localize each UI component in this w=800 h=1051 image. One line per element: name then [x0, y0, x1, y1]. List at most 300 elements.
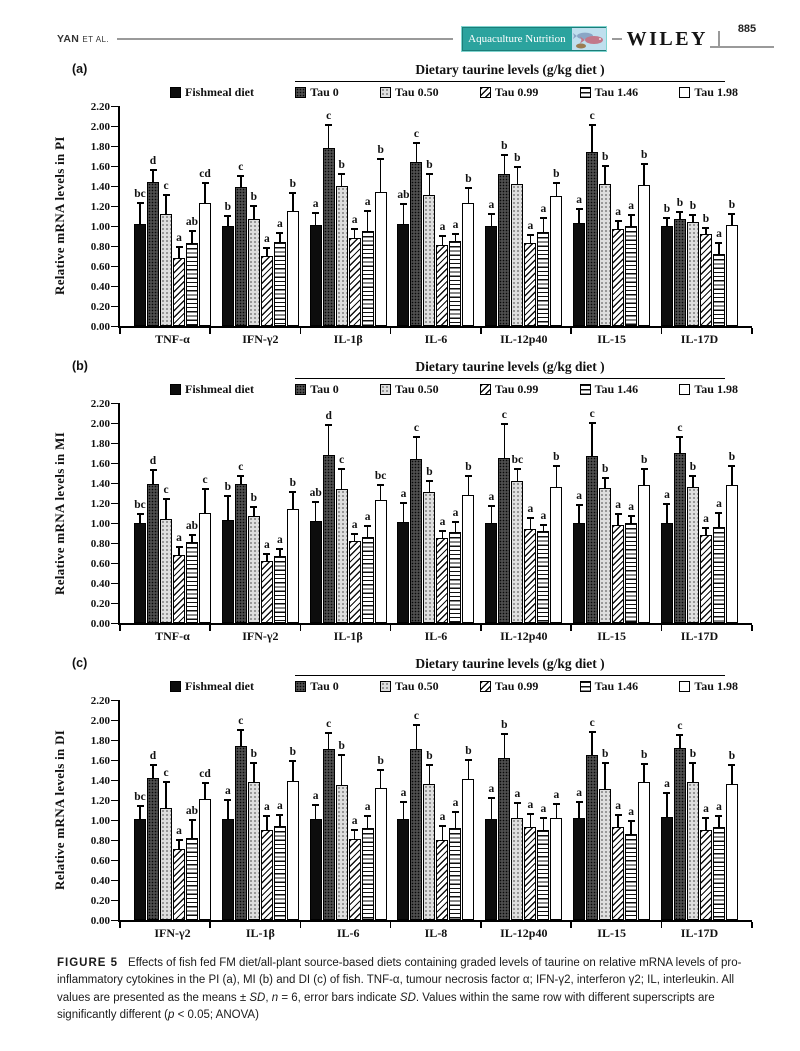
bar: [524, 106, 536, 326]
x-category-label: IL-1β: [333, 629, 363, 643]
bar-rect: [310, 819, 322, 920]
bar-rect: [713, 827, 725, 920]
x-tick-mark: [480, 625, 482, 631]
error-bar: [191, 819, 193, 838]
bar: [199, 403, 211, 623]
legend-item: [295, 85, 339, 100]
bar-rect: [511, 184, 523, 326]
bar: [349, 700, 361, 920]
bar-rect: [222, 226, 234, 326]
y-tick-mark: [111, 700, 118, 702]
error-bar: [139, 202, 141, 224]
significance-letter: c: [339, 453, 345, 466]
error-bar: [731, 465, 733, 485]
significance-letter: a: [553, 788, 560, 801]
significance-letter: b: [377, 754, 384, 767]
bar-rect: [349, 238, 361, 326]
bar-rect: [449, 828, 461, 920]
x-tick-mark: [209, 625, 211, 631]
x-axis-labels: [120, 922, 752, 941]
bar: [222, 700, 234, 920]
significance-letter: b: [640, 453, 648, 466]
y-tick-mark: [111, 860, 118, 862]
bar: [687, 700, 699, 920]
bar: [726, 403, 738, 623]
significance-letter: c: [677, 421, 683, 434]
bar-rect: [485, 819, 497, 920]
y-tick-mark: [111, 286, 118, 288]
bar-rect: [235, 187, 247, 326]
bar-rect: [336, 489, 348, 623]
x-tick-mark: [119, 328, 121, 334]
bar: [625, 700, 637, 920]
bar-rect: [375, 500, 387, 623]
error-bar: [429, 764, 431, 784]
error-bar: [354, 829, 356, 839]
bar: [713, 700, 725, 920]
bar: [147, 106, 159, 326]
legend-swatch: [580, 681, 591, 692]
bar-rect: [625, 226, 637, 326]
bar: [336, 403, 348, 623]
bar-rect: [550, 196, 562, 326]
error-bar: [328, 124, 330, 148]
y-tick-mark: [111, 266, 118, 268]
bar-rect: [410, 459, 422, 623]
bar-rect: [248, 516, 260, 623]
bar: [349, 106, 361, 326]
significance-letter: b: [289, 745, 297, 758]
y-tick-label: 1.60: [90, 755, 110, 767]
error-bar: [442, 825, 444, 840]
error-bar: [380, 484, 382, 500]
error-bar: [491, 797, 493, 819]
legend-item: [170, 85, 254, 100]
y-tick-label: 1.40: [90, 775, 110, 787]
x-axis-labels: [120, 328, 752, 347]
bar-rect: [310, 521, 322, 623]
significance-letter: cd: [199, 767, 211, 780]
significance-letter: c: [413, 127, 420, 140]
legend-swatch: [679, 681, 690, 692]
legend-swatch: [580, 87, 591, 98]
bar-rect: [625, 834, 637, 920]
bar-rect: [375, 192, 387, 326]
bar: [336, 106, 348, 326]
significance-letter: b: [601, 462, 609, 475]
significance-letter: a: [716, 227, 722, 240]
bar-group: [134, 700, 211, 920]
x-tick-mark: [209, 922, 211, 928]
bar: [362, 403, 374, 623]
y-axis-title: Relative mRNA levels in PI: [52, 136, 67, 296]
y-tick-mark: [111, 760, 118, 762]
bar-rect: [638, 485, 650, 623]
plot-area: [118, 106, 752, 328]
x-tick-mark: [570, 922, 572, 928]
bar-rect: [485, 226, 497, 326]
y-tick-label: 1.20: [90, 201, 110, 213]
error-bar: [617, 814, 619, 827]
y-tick-label: 0.40: [90, 875, 110, 887]
significance-letter: a: [452, 796, 459, 809]
error-bar: [253, 506, 255, 516]
error-bar: [367, 815, 369, 828]
bar: [700, 700, 712, 920]
error-bar: [442, 530, 444, 538]
y-tick-mark: [111, 603, 118, 605]
y-tick-label: 0.60: [90, 558, 110, 570]
error-bar: [617, 220, 619, 229]
bar: [186, 403, 198, 623]
error-bar: [731, 213, 733, 225]
error-bar: [139, 805, 141, 819]
error-bar: [556, 465, 558, 487]
error-bar: [429, 173, 431, 195]
bar: [599, 106, 611, 326]
significance-letter: a: [488, 782, 495, 795]
error-bar: [578, 208, 580, 223]
x-tick-mark: [480, 922, 482, 928]
bar: [349, 403, 361, 623]
bar-rect: [726, 485, 738, 623]
error-bar: [292, 760, 294, 781]
bar: [235, 403, 247, 623]
significance-letter: c: [238, 714, 244, 727]
legend-label: Tau 0.99: [494, 679, 539, 693]
x-category-label: IL-15: [597, 629, 626, 643]
bar: [599, 403, 611, 623]
x-tick-mark: [119, 625, 121, 631]
significance-letter: a: [540, 802, 547, 815]
error-bar: [266, 815, 268, 830]
bar: [375, 403, 387, 623]
bar-rect: [498, 458, 510, 623]
plot-area: [118, 700, 752, 922]
bar: [524, 700, 536, 920]
error-bar: [416, 436, 418, 459]
bar-rect: [323, 749, 335, 920]
bar: [423, 700, 435, 920]
y-tick-mark: [111, 623, 118, 625]
y-tick-mark: [111, 503, 118, 505]
error-bar: [630, 515, 632, 523]
significance-letter: a: [439, 220, 446, 233]
bar-rect: [599, 184, 611, 326]
bar-rect: [726, 225, 738, 326]
error-bar: [543, 217, 545, 232]
title-underline: [295, 675, 725, 676]
x-tick-mark: [661, 922, 663, 928]
significance-letter: a: [176, 531, 182, 544]
legend-swatch: [480, 384, 491, 395]
bar-rect: [349, 839, 361, 920]
panel-label: (a): [72, 62, 88, 76]
bar: [726, 700, 738, 920]
bar: [537, 106, 549, 326]
bar: [310, 403, 322, 623]
error-bar: [403, 502, 405, 522]
x-tick-mark: [480, 328, 482, 334]
y-tick-mark: [111, 900, 118, 902]
significance-letter: a: [615, 799, 622, 812]
y-tick-label: 0.40: [90, 281, 110, 293]
bar: [274, 700, 286, 920]
error-bar: [191, 534, 193, 542]
error-bar: [279, 232, 281, 242]
significance-letter: a: [364, 195, 371, 208]
bar: [248, 403, 260, 623]
bar: [462, 700, 474, 920]
y-tick-label: 0.00: [90, 321, 110, 333]
significance-letter: a: [664, 777, 670, 790]
significance-letter: b: [553, 450, 560, 463]
significance-letter: c: [413, 421, 420, 434]
caption-segment: Effects of fish fed FM diet/all-plant source-based diets containing graded levels of taurine on relative mRNA levels of pro-inflammatory cytokines in the PI (a), MI (b) and DI (c) of fish. TNF-α, tumour necrosis factor α; IFN-γ2, interferon γ2; IL, interleukin. All values are presented as the means ±: [57, 957, 742, 1004]
plot-area: [118, 403, 752, 625]
error-bar: [292, 192, 294, 211]
x-tick-mark: [390, 328, 392, 334]
y-tick-mark: [111, 326, 118, 328]
y-tick-mark: [111, 543, 118, 545]
bar-rect: [498, 174, 510, 326]
bar: [436, 106, 448, 326]
significance-letter: b: [640, 148, 648, 161]
legend-label: Tau 1.46: [594, 382, 639, 396]
bar: [612, 106, 624, 326]
x-category-label: IFN-γ2: [154, 926, 191, 940]
significance-letter: a: [351, 518, 358, 531]
bar: [700, 403, 712, 623]
error-bar: [341, 173, 343, 186]
bar-rect: [397, 224, 409, 326]
bar: [573, 403, 585, 623]
error-bar: [455, 811, 457, 828]
error-bar: [604, 477, 606, 488]
bar: [638, 700, 650, 920]
y-tick-label: 1.00: [90, 221, 110, 233]
error-bar: [240, 729, 242, 746]
bar: [586, 106, 598, 326]
error-bar: [643, 763, 645, 782]
bar-rect: [287, 211, 299, 326]
significance-letter: a: [576, 193, 583, 206]
legend-item: [580, 382, 639, 397]
bar: [362, 106, 374, 326]
legend-label: Tau 0: [310, 85, 339, 99]
bar: [222, 106, 234, 326]
y-tick-label: 0.60: [90, 855, 110, 867]
bar-rect: [661, 817, 673, 920]
significance-letter: b: [250, 190, 258, 203]
bar: [449, 106, 461, 326]
bar-rect: [423, 492, 435, 623]
bar-rect: [336, 186, 348, 326]
significance-letter: a: [576, 489, 583, 502]
significance-letter: b: [640, 748, 648, 761]
significance-letter: a: [703, 512, 709, 525]
y-tick-label: 0.20: [90, 301, 110, 313]
error-bar: [692, 475, 694, 487]
bar: [235, 700, 247, 920]
error-bar: [718, 815, 720, 827]
bar-rect: [511, 818, 523, 920]
y-tick-mark: [111, 880, 118, 882]
significance-letter: a: [276, 533, 283, 546]
bar-rect: [537, 531, 549, 623]
bar: [410, 403, 422, 623]
bar-rect: [700, 234, 712, 326]
x-tick-mark: [300, 922, 302, 928]
bar-rect: [261, 256, 273, 326]
bar-rect: [511, 481, 523, 623]
bar: [423, 403, 435, 623]
significance-letter: a: [488, 198, 495, 211]
figure-panel-a: [52, 62, 752, 347]
bar: [173, 106, 185, 326]
significance-letter: b: [426, 465, 433, 478]
bar: [397, 106, 409, 326]
error-bar: [380, 769, 382, 788]
legend-swatch: [679, 87, 690, 98]
caption-italic-term: p: [168, 1008, 175, 1021]
page-number-block: [710, 23, 774, 52]
significance-letter: a: [628, 500, 635, 513]
legend-item: [580, 679, 639, 694]
bar-rect: [349, 541, 361, 623]
error-bar: [178, 546, 180, 555]
error-bar: [504, 423, 506, 458]
bar: [485, 403, 497, 623]
bar-rect: [410, 749, 422, 920]
significance-letter: c: [238, 160, 244, 173]
significance-letter: b: [689, 199, 697, 212]
bar: [235, 106, 247, 326]
bar-group: [222, 106, 299, 326]
significance-letter: bc: [134, 187, 146, 200]
x-category-label: IL-17D: [680, 332, 719, 346]
bar: [612, 700, 624, 920]
significance-letter: c: [326, 109, 332, 122]
bar: [261, 106, 273, 326]
error-bar: [530, 234, 532, 243]
error-bar: [227, 799, 229, 819]
bar-rect: [248, 219, 260, 326]
bar-rect: [222, 520, 234, 623]
bar-group: [661, 403, 738, 623]
y-tick-mark: [111, 166, 118, 168]
significance-letter: a: [628, 199, 635, 212]
error-bar: [455, 521, 457, 532]
legend-label: Tau 1.46: [594, 85, 639, 99]
error-bar: [604, 762, 606, 789]
error-bar: [139, 513, 141, 523]
bar-rect: [537, 830, 549, 920]
error-bar: [416, 142, 418, 162]
x-tick-mark: [751, 922, 753, 928]
legend-swatch: [580, 384, 591, 395]
y-tick-mark: [111, 483, 118, 485]
error-bar: [617, 513, 619, 525]
x-tick-mark: [751, 625, 753, 631]
error-bar: [643, 163, 645, 185]
bar: [700, 106, 712, 326]
significance-letter: a: [628, 805, 635, 818]
bar-rect: [199, 203, 211, 326]
y-axis-title: Relative mRNA levels in MI: [52, 431, 67, 595]
y-axis: [72, 695, 118, 927]
significance-letter: a: [576, 786, 583, 799]
bar-group: [397, 106, 474, 326]
legend-swatch: [380, 384, 391, 395]
bar-rect: [423, 195, 435, 326]
bar-rect: [199, 513, 211, 623]
chart-title: Dietary taurine levels (g/kg diet ): [415, 656, 605, 671]
error-bar: [517, 166, 519, 184]
bar: [173, 700, 185, 920]
significance-letter: b: [663, 202, 671, 215]
bar-rect: [462, 495, 474, 623]
significance-letter: a: [527, 502, 534, 515]
significance-letter: a: [488, 490, 495, 503]
bar-rect: [638, 185, 650, 326]
significance-letter: a: [351, 213, 358, 226]
bar: [362, 700, 374, 920]
significance-letter: bc: [134, 790, 146, 803]
y-tick-label: 1.60: [90, 458, 110, 470]
x-tick-mark: [570, 328, 572, 334]
bar: [586, 700, 598, 920]
significance-letter: ab: [185, 804, 199, 817]
bar-rect: [524, 529, 536, 623]
significance-letter: a: [263, 538, 270, 551]
x-category-label: IL-1β: [245, 926, 275, 940]
bar-rect: [235, 746, 247, 920]
bar-rect: [134, 523, 146, 623]
significance-letter: bc: [511, 453, 524, 466]
bar-rect: [186, 542, 198, 623]
significance-letter: a: [224, 784, 231, 797]
bar: [436, 403, 448, 623]
error-bar: [165, 781, 167, 808]
plot-row: [52, 695, 752, 927]
bar: [375, 700, 387, 920]
bar-rect: [134, 819, 146, 920]
x-category-label: IL-17D: [680, 926, 719, 940]
x-category-label: IFN-γ2: [242, 629, 279, 643]
legend-item: [679, 85, 738, 100]
bar: [186, 700, 198, 920]
x-tick-mark: [390, 922, 392, 928]
error-bar: [666, 217, 668, 226]
error-bar: [643, 468, 645, 485]
bar: [586, 403, 598, 623]
significance-letter: b: [426, 158, 433, 171]
error-bar: [718, 512, 720, 527]
error-bar: [517, 802, 519, 818]
y-tick-label: 0.00: [90, 618, 110, 630]
error-bar: [556, 803, 558, 818]
bar-rect: [687, 782, 699, 920]
caption-italic-term: SD: [399, 991, 416, 1004]
significance-letter: c: [677, 719, 683, 732]
bar-group: [397, 403, 474, 623]
y-tick-mark: [111, 740, 118, 742]
significance-letter: b: [553, 167, 560, 180]
significance-letter: b: [676, 196, 684, 209]
bar-rect: [375, 788, 387, 920]
y-tick-mark: [111, 146, 118, 148]
